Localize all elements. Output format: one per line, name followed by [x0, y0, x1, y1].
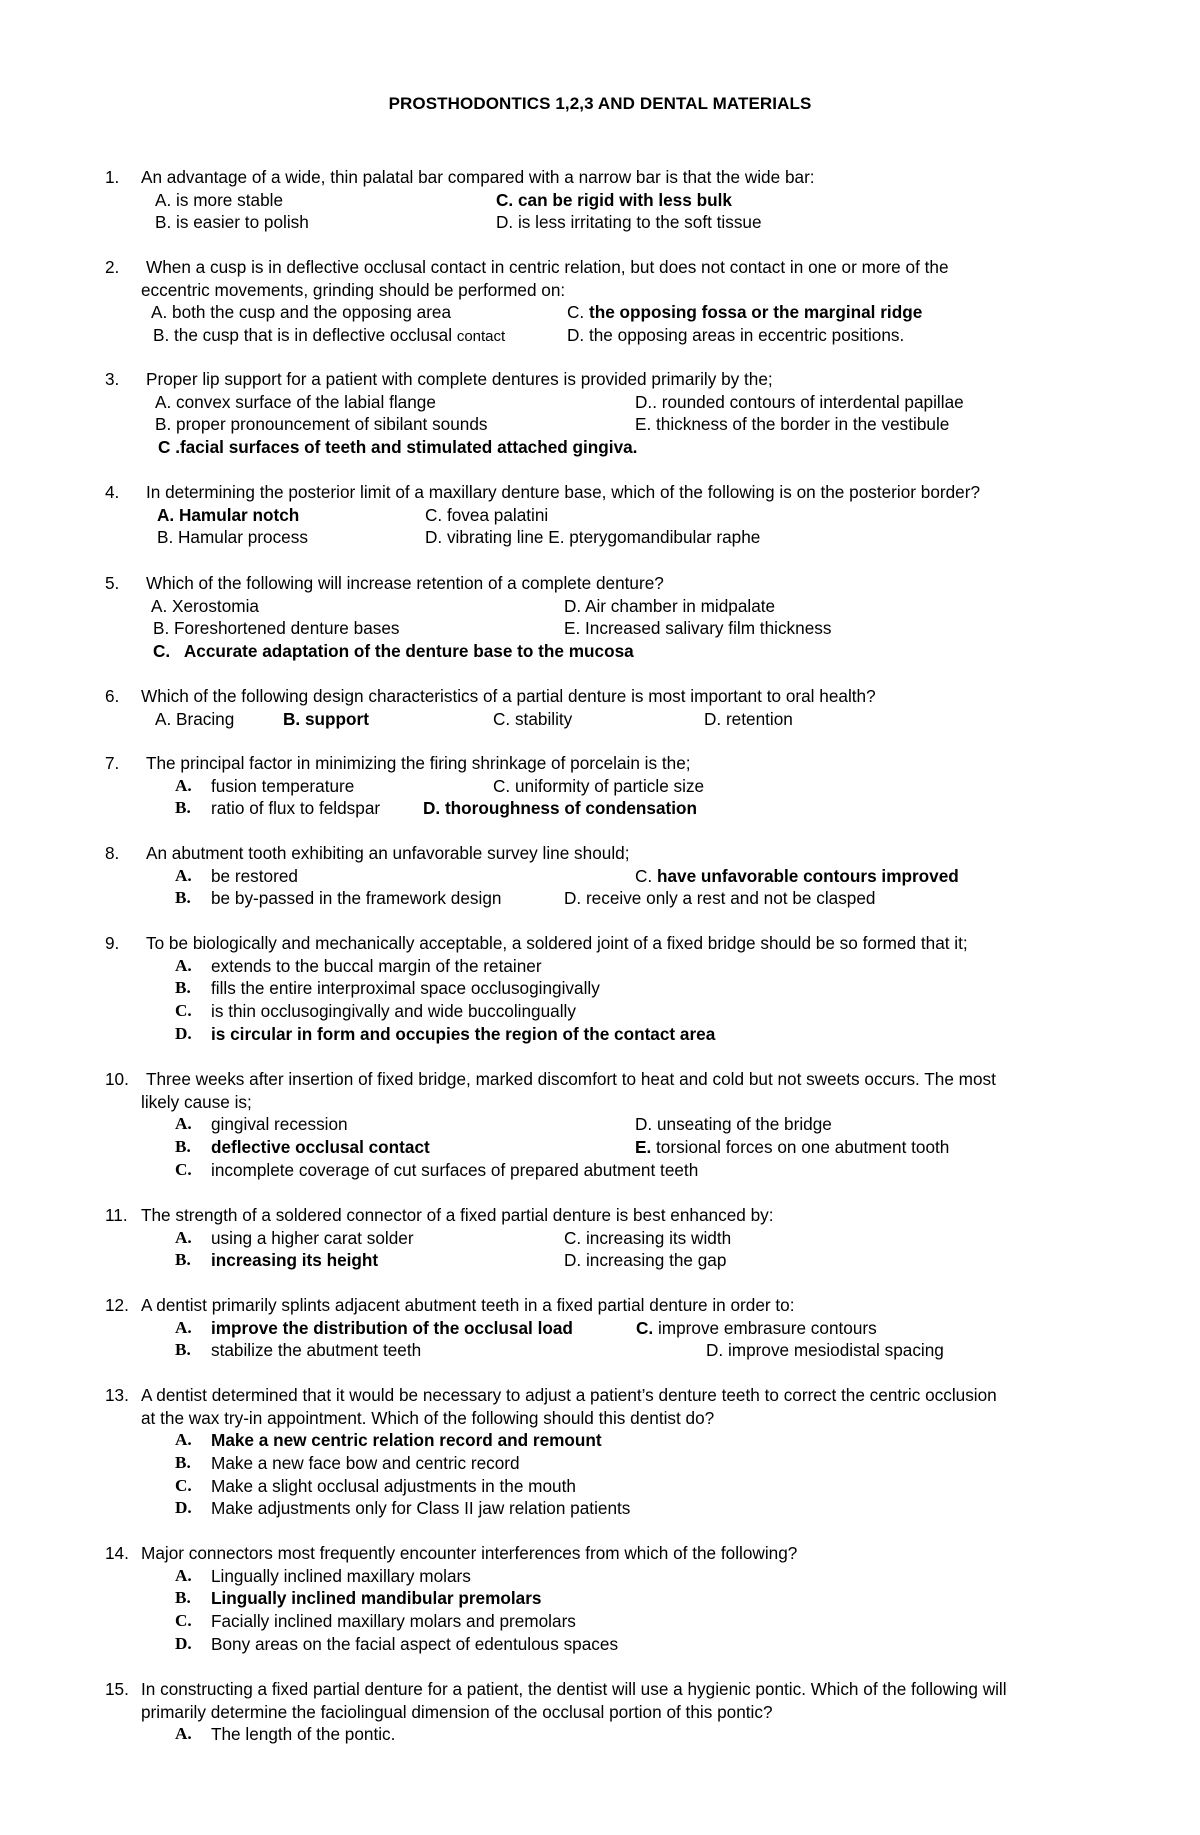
page-title: PROSTHODONTICS 1,2,3 AND DENTAL MATERIALS: [388, 94, 812, 113]
option-a: A. convex surface of the labial flange: [155, 391, 436, 412]
option-c-label: C.: [635, 865, 653, 886]
option-a: be restored: [211, 865, 298, 886]
option-a: Lingually inclined maxillary molars: [211, 1565, 471, 1586]
option-a-label: A.: [175, 1430, 192, 1450]
option-c-answer: C. can be rigid with less bulk: [496, 189, 732, 210]
question-number: 2.: [105, 257, 120, 277]
option-a: fusion temperature: [211, 775, 355, 796]
question-10: [0, 1068, 1200, 1181]
question-number: 1.: [105, 167, 120, 187]
option-b-label: B.: [175, 888, 191, 908]
question-text: When a cusp is in deflective occlusal contact in centric relation, but does not contact in one or more of the: [146, 257, 949, 277]
option-c-text: have unfavorable contours improved: [656, 865, 959, 886]
option-a: A. Xerostomia: [151, 595, 259, 616]
question-number: 4.: [105, 482, 120, 502]
option-e: E. thickness of the border in the vestibule: [635, 414, 950, 435]
question-12: [0, 1294, 1200, 1362]
option-d-answer: D. thoroughness of condensation: [423, 798, 698, 819]
option-b: [153, 324, 505, 349]
option-a: gingival recession: [211, 1114, 348, 1135]
option-d: Make adjustments only for Class II jaw relation patients: [211, 1498, 631, 1519]
option-b: fills the entire interproximal space occlusogingivally: [211, 978, 600, 999]
option-a: using a higher carat solder: [211, 1227, 414, 1248]
question-text: The principal factor in minimizing the firing shrinkage of porcelain is the;: [146, 753, 691, 773]
question-number: 12.: [105, 1295, 129, 1315]
question-3: [0, 368, 1200, 459]
option-b-text-small: contact: [456, 328, 506, 346]
option-d: D.. rounded contours of interdental papillae: [635, 391, 964, 412]
question-5: [0, 572, 1200, 663]
option-d: D. improve mesiodistal spacing: [706, 1340, 944, 1361]
option-b-label: B.: [175, 798, 191, 818]
question-2: [0, 256, 1200, 347]
question-number: 3.: [105, 369, 120, 389]
option-c: C. fovea palatini: [425, 504, 549, 525]
question-number: 14.: [105, 1543, 129, 1563]
option-b: B. Hamular process: [157, 527, 308, 548]
option-b-label: B.: [175, 978, 191, 998]
option-d: D. retention: [704, 708, 793, 729]
option-b: B. proper pronouncement of sibilant sounds: [155, 414, 488, 435]
question-14: [0, 1542, 1200, 1655]
option-a-label: A.: [175, 1724, 192, 1744]
question-number: 10.: [105, 1069, 129, 1089]
option-a: A. both the cusp and the opposing area: [151, 302, 452, 323]
option-b-answer: Lingually inclined mandibular premolars: [211, 1588, 542, 1609]
option-a-answer: improve the distribution of the occlusal load: [211, 1317, 573, 1338]
option-a: A. is more stable: [155, 189, 283, 210]
question-text: A dentist primarily splints adjacent abutment teeth in a fixed partial denture in order to:: [141, 1295, 795, 1315]
option-a: The length of the pontic.: [211, 1724, 396, 1745]
option-b-answer: B. support: [283, 708, 369, 729]
option-d: D. is less irritating to the soft tissue: [496, 212, 762, 233]
question-text: An abutment tooth exhibiting an unfavorable survey line should;: [146, 843, 630, 863]
option-a: extends to the buccal margin of the retainer: [211, 955, 542, 976]
question-text-continued: eccentric movements, grinding should be performed on:: [141, 279, 566, 300]
question-1: [0, 166, 1200, 234]
option-a-label: A.: [175, 955, 192, 975]
option-d-e: D. vibrating line E. pterygomandibular raphe: [425, 527, 761, 548]
option-a-label: A.: [175, 1317, 192, 1337]
option-b-answer: increasing its height: [211, 1250, 379, 1271]
option-c-answer: C .facial surfaces of teeth and stimulated attached gingiva.: [158, 437, 638, 458]
option-c-answer: C. Accurate adaptation of the denture base to the mucosa: [153, 641, 634, 662]
option-c: [636, 1317, 877, 1340]
option-c-text: improve embrasure contours: [657, 1317, 877, 1338]
question-number: 7.: [105, 753, 120, 773]
question-number: 6.: [105, 686, 120, 706]
option-b-answer: deflective occlusal contact: [211, 1137, 430, 1158]
question-9: [0, 932, 1200, 1045]
option-d-answer: is circular in form and occupies the region of the contact area: [211, 1023, 716, 1044]
question-text: The strength of a soldered connector of a fixed partial denture is best enhanced by:: [141, 1205, 774, 1225]
question-15: [0, 1678, 1200, 1746]
option-b: B. is easier to polish: [155, 212, 309, 233]
question-text: Which of the following will increase retention of a complete denture?: [146, 573, 664, 593]
option-e-text: torsional forces on one abutment tooth: [656, 1137, 950, 1158]
question-number: 5.: [105, 573, 120, 593]
option-b: ratio of flux to feldspar: [211, 798, 381, 819]
question-text: Proper lip support for a patient with complete dentures is provided primarily by the;: [146, 369, 773, 389]
question-4: [0, 481, 1200, 549]
option-c-label: C.: [175, 1475, 192, 1495]
option-c-label: C.: [567, 302, 585, 323]
option-d: D. increasing the gap: [564, 1250, 727, 1271]
question-text: Three weeks after insertion of fixed bridge, marked discomfort to heat and cold but not sweets occurs. The most: [146, 1069, 996, 1089]
question-text: A dentist determined that it would be necessary to adjust a patient’s denture teeth to correct the centric occlusion: [141, 1385, 997, 1405]
option-c: Facially inclined maxillary molars and premolars: [211, 1611, 576, 1632]
option-b: Make a new face bow and centric record: [211, 1453, 520, 1474]
question-text-continued: likely cause is;: [141, 1091, 252, 1112]
question-text-continued: at the wax try-in appointment. Which of the following should this dentist do?: [141, 1407, 715, 1428]
option-c: C. increasing its width: [564, 1227, 732, 1248]
option-a-answer: Make a new centric relation record and remount: [211, 1430, 602, 1451]
option-d: D. Air chamber in midpalate: [564, 595, 776, 616]
question-text: To be biologically and mechanically acceptable, a soldered joint of a fixed bridge should be so formed that it;: [146, 933, 968, 953]
question-number: 15.: [105, 1679, 129, 1699]
option-b-label: B.: [175, 1340, 191, 1360]
option-c-text: the opposing fossa or the marginal ridge: [588, 302, 923, 323]
option-c-label: C.: [175, 1159, 192, 1179]
question-text: In constructing a fixed partial denture for a patient, the dentist will use a hygienic pontic. Which of the following will: [141, 1679, 1007, 1699]
question-text: Which of the following design characteristics of a partial denture is most important to oral health?: [141, 686, 876, 706]
question-13: [0, 1384, 1200, 1520]
question-number: 9.: [105, 933, 120, 953]
question-text: Major connectors most frequently encounter interferences from which of the following?: [141, 1543, 798, 1563]
option-c: is thin occlusogingivally and wide buccolingually: [211, 1001, 576, 1022]
option-c-answer: [567, 301, 922, 324]
option-b-label: B.: [175, 1588, 191, 1608]
question-number: 11.: [105, 1205, 128, 1225]
option-d-label: D.: [175, 1498, 192, 1518]
option-a-label: A.: [175, 865, 192, 885]
option-d: D. the opposing areas in eccentric positions.: [567, 325, 905, 346]
option-c: C. uniformity of particle size: [493, 775, 705, 796]
question-11: [0, 1204, 1200, 1272]
question-text-continued: primarily determine the faciolingual dimension of the occlusal portion of this pontic?: [141, 1701, 773, 1722]
option-c-label: C.: [175, 1001, 192, 1021]
option-d: Bony areas on the facial aspect of edentulous spaces: [211, 1633, 619, 1654]
option-b-text: B. the cusp that is in deflective occlusal: [153, 325, 453, 346]
option-e-label: E.: [635, 1137, 652, 1158]
option-d: D. unseating of the bridge: [635, 1114, 832, 1135]
question-number: 8.: [105, 843, 120, 863]
question-6: [0, 685, 1200, 730]
option-b-label: B.: [175, 1453, 191, 1473]
question-8: [0, 842, 1200, 910]
option-c-label: C.: [636, 1317, 654, 1338]
option-b: be by-passed in the framework design: [211, 888, 502, 909]
option-b: stabilize the abutment teeth: [211, 1340, 422, 1361]
option-a-answer: A. Hamular notch: [157, 504, 300, 525]
option-a-label: A.: [175, 1114, 192, 1134]
question-text: An advantage of a wide, thin palatal bar compared with a narrow bar is that the wide bar:: [141, 167, 815, 187]
question-number: 13.: [105, 1385, 129, 1405]
option-d: D. receive only a rest and not be clasped: [564, 888, 876, 909]
option-c-label: C.: [175, 1611, 192, 1631]
option-d-label: D.: [175, 1023, 192, 1043]
question-7: [0, 752, 1200, 820]
option-a-label: A.: [175, 1227, 192, 1247]
option-d-label: D.: [175, 1633, 192, 1653]
option-a-label: A.: [175, 1565, 192, 1585]
option-b-label: B.: [175, 1137, 191, 1157]
option-b-label: B.: [175, 1250, 191, 1270]
option-c: Make a slight occlusal adjustments in the mouth: [211, 1475, 576, 1496]
option-e: E. Increased salivary film thickness: [564, 618, 832, 639]
question-text: In determining the posterior limit of a maxillary denture base, which of the following is on the posterior border?: [146, 482, 981, 502]
option-e: [635, 1136, 949, 1159]
option-c-answer: [635, 865, 959, 888]
option-b: B. Foreshortened denture bases: [153, 618, 400, 639]
option-a: A. Bracing: [155, 708, 235, 729]
option-a-label: A.: [175, 775, 192, 795]
option-c: incomplete coverage of cut surfaces of prepared abutment teeth: [211, 1159, 699, 1180]
option-c: C. stability: [493, 708, 573, 729]
